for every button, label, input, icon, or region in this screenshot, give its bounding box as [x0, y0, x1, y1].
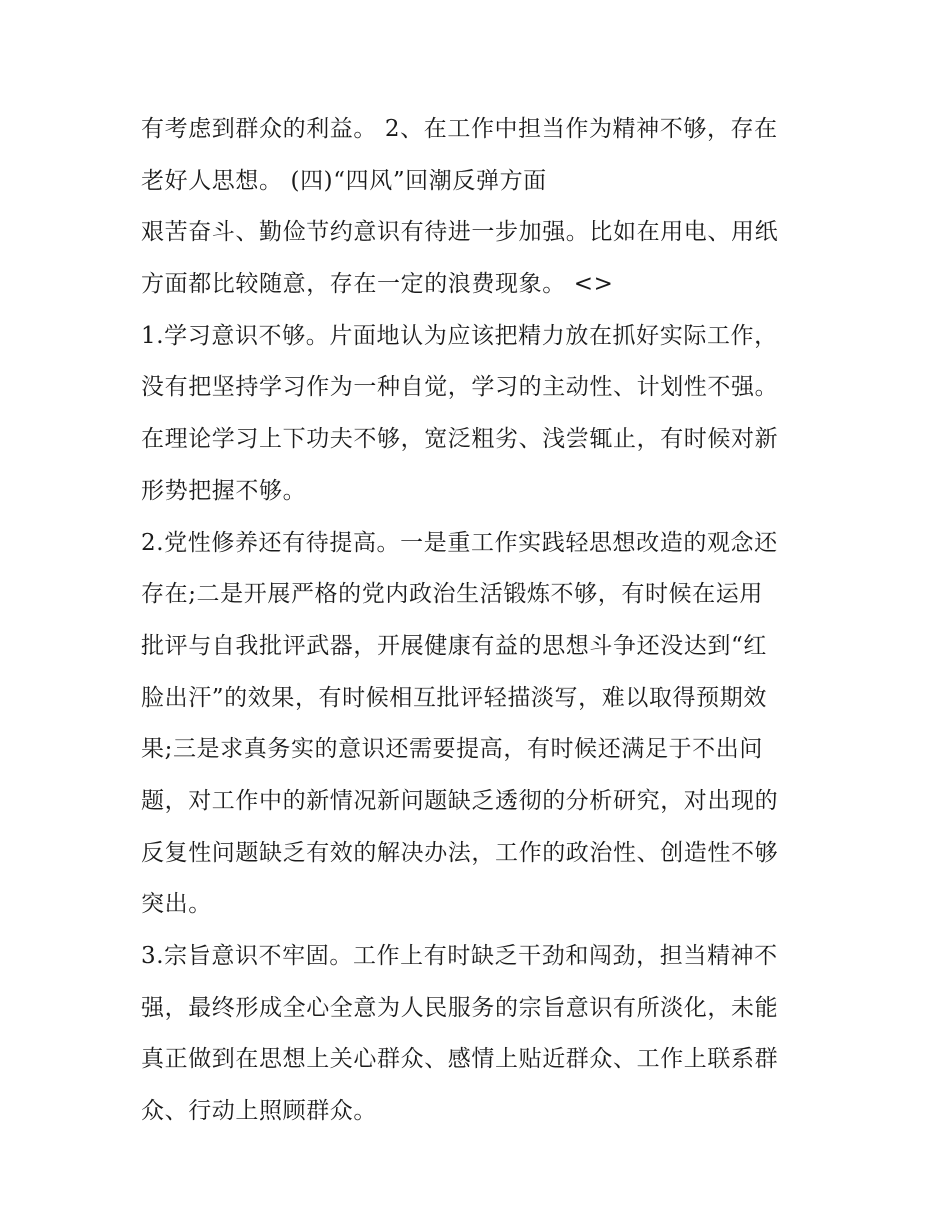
- text-line: 众、行动上照顾群众。: [141, 1098, 377, 1125]
- text-line: 题，对工作中的新情况新问题缺乏透彻的分析研究，对出现的: [141, 787, 779, 814]
- text-line: 2.党性修养还有待提高。一是重工作实践轻思想改造的观念还: [141, 529, 778, 556]
- text-line: 真正做到在思想上关心群众、感情上贴近群众、工作上联系群: [141, 1046, 779, 1073]
- text-line: 在理论学习上下功夫不够，宽泛粗劣、浅尝辄止，有时候对新: [141, 426, 779, 453]
- text-line: 没有把坚持学习作为一种自觉，学习的主动性、计划性不强。: [141, 374, 779, 401]
- text-line: 反复性问题缺乏有效的解决办法，工作的政治性、创造性不够: [141, 839, 779, 866]
- text-line: 突出。: [141, 891, 212, 918]
- text-line: 3.宗旨意识不牢固。工作上有时缺乏干劲和闯劲，担当精神不: [141, 943, 778, 969]
- text-line: 方面都比较随意，存在一定的浪费现象。 <>: [141, 271, 614, 298]
- text-line: 形势把握不够。: [141, 477, 307, 504]
- text-line: 强，最终形成全心全意为人民服务的宗旨意识有所淡化，未能: [141, 994, 779, 1021]
- text-line: 批评与自我批评武器，开展健康有益的思想斗争还没达到“红: [141, 632, 767, 659]
- document-body: [141, 104, 821, 1138]
- text-line: 1.学习意识不够。片面地认为应该把精力放在抓好实际工作，: [141, 322, 778, 349]
- text-line: 果;三是求真务实的意识还需要提高，有时候还满足于不出问: [141, 736, 763, 763]
- text-line: 艰苦奋斗、勤俭节约意识有待进一步加强。比如在用电、用纸: [141, 219, 779, 246]
- text-line: 脸出汗”的效果，有时候相互批评轻描淡写，难以取得预期效: [141, 684, 767, 711]
- text-line: 有考虑到群众的利益。 2、在工作中担当作为精神不够，存在: [141, 116, 778, 142]
- text-line: 存在;二是开展严格的党内政治生活锻炼不够，有时候在运用: [141, 581, 763, 608]
- text-line: 老好人思想。 (四)“四风”回潮反弹方面: [141, 167, 547, 194]
